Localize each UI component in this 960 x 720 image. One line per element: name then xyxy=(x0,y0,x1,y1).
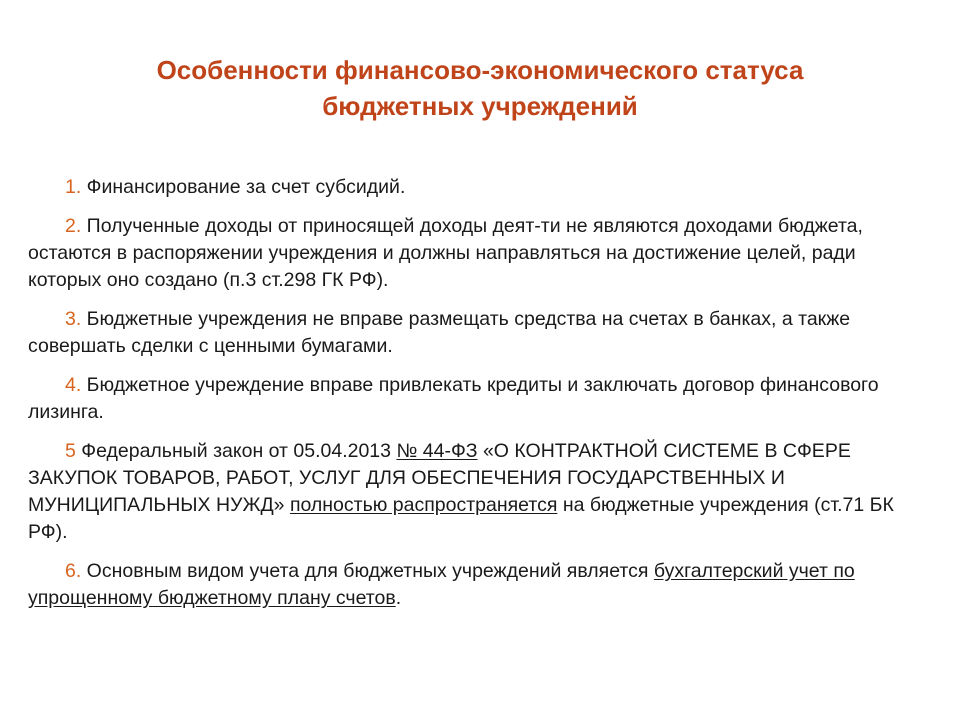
item-number: 2. xyxy=(65,215,82,237)
item-number: 1. xyxy=(65,176,82,198)
slide-body xyxy=(28,174,928,624)
list-item-2 xyxy=(28,213,928,294)
item-number: 4. xyxy=(65,374,82,396)
item-text: Финансирование за счет субсидий. xyxy=(81,176,406,198)
underlined-text: полностью распространяется xyxy=(289,494,558,516)
item-text: . xyxy=(395,587,402,609)
item-text: Бюджетные учреждения не вправе размещать средства на счетах в банках, а также совершать сделки с ценными бумагами. xyxy=(28,308,851,357)
item-text: «О КОНТРАКТНОЙ СИСТЕМЕ В СФЕРЕ ЗАКУПОК ТОВАРОВ, РАБОТ, УСЛУГ ДЛЯ ОБЕСПЕЧЕНИЯ ГОСУДАРСТВЕННЫХ И МУНИЦИПАЛЬНЫХ НУЖД» xyxy=(28,440,851,516)
list-item-4 xyxy=(28,372,928,426)
list-item-3 xyxy=(28,306,928,360)
list-item-1 xyxy=(28,174,928,201)
title-line-2: бюджетных учреждений xyxy=(322,91,638,121)
law-link[interactable]: № 44-ФЗ xyxy=(396,440,478,462)
title-line-1: Особенности финансово-экономического статуса xyxy=(156,55,804,85)
list-item-6 xyxy=(28,558,928,612)
item-text: на бюджетные учреждения (ст.71 БК РФ). xyxy=(28,494,894,543)
item-text: Основным видом учета для бюджетных учреждений является xyxy=(81,560,654,582)
list-item-5 xyxy=(28,438,928,546)
item-number: 6. xyxy=(65,560,82,582)
item-text: Бюджетное учреждение вправе привлекать кредиты и заключать договор финансового лизинга. xyxy=(28,374,879,423)
item-text: Полученные доходы от приносящей доходы деят-ти не являются доходами бюджета, остаются в распоряжении учреждения и должны направляться на достижение целей, ради которых оно создано (п.3 ст.298 ГК РФ). xyxy=(28,215,863,291)
item-number: 3. xyxy=(65,308,82,330)
underlined-text: бухгалтерский учет по упрощенному бюджетному плану счетов xyxy=(28,560,855,609)
slide-title xyxy=(40,52,920,124)
item-text: Федеральный закон от 05.04.2013 xyxy=(75,440,397,462)
item-number: 5 xyxy=(65,440,76,462)
